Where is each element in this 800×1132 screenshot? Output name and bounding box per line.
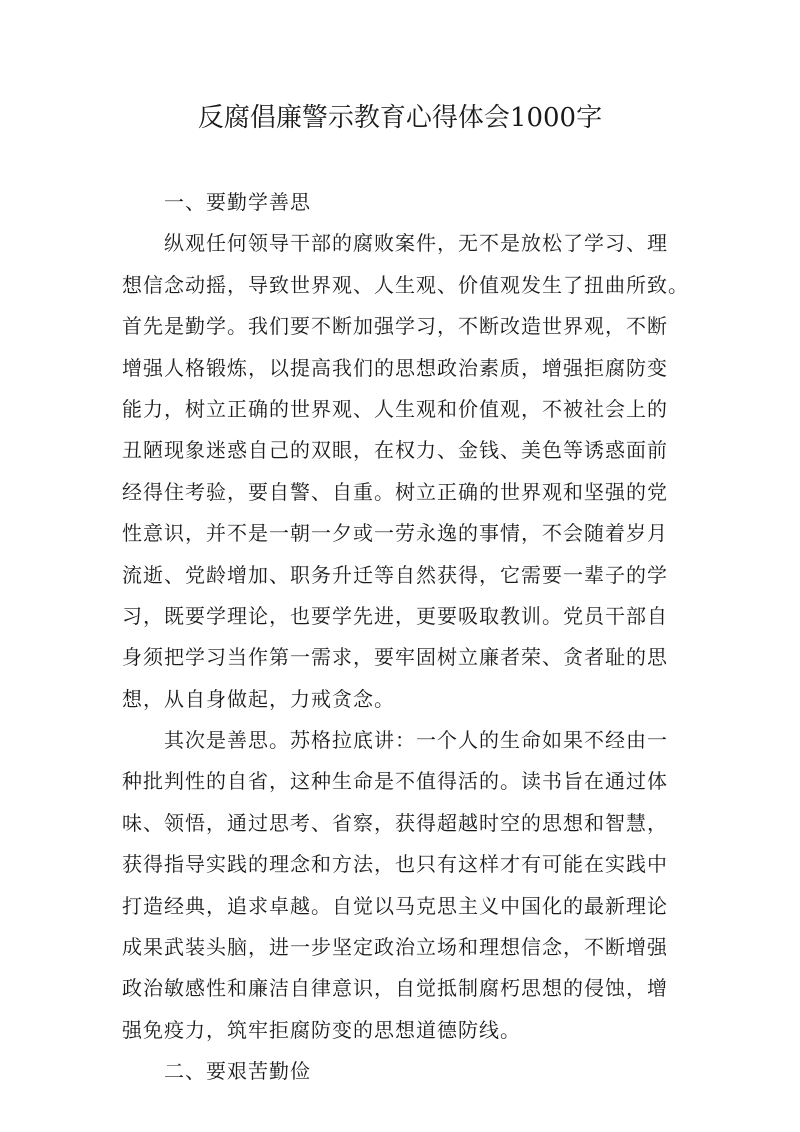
document-body	[122, 182, 688, 1093]
paragraph-line: 强免疫力，筑牢拒腐防变的思想道德防线。	[122, 1017, 521, 1042]
paragraph-line: 身须把学习当作第一需求，要牢固树立廉者荣、贪者耻的思	[122, 645, 668, 670]
paragraph-line: 想，从自身做起，力戒贪念。	[122, 686, 395, 711]
paragraph-line: 丑陋现象迷惑自己的双眼，在权力、金钱、美色等诱惑面前	[122, 438, 668, 463]
paragraph-line: 习，既要学理论，也要学先进，更要吸取教训。党员干部自	[122, 603, 668, 628]
paragraph-line: 其次是善思。苏格拉底讲：一个人的生命如果不经由一	[164, 728, 668, 753]
paragraph-line: 流逝、党龄增加、职务升迁等自然获得，它需要一辈子的学	[122, 562, 668, 587]
paragraph-line: 增强人格锻炼，以提高我们的思想政治素质，增强拒腐防变	[122, 355, 668, 380]
paragraph-line: 政治敏感性和廉洁自律意识，自觉抵制腐朽思想的侵蚀，增	[122, 976, 668, 1001]
paragraph-line: 获得指导实践的理念和方法，也只有这样才有可能在实践中	[122, 852, 668, 877]
paragraph-line: 性意识，并不是一朝一夕或一劳永逸的事情，不会随着岁月	[122, 521, 668, 546]
paragraph-line: 打造经典，追求卓越。自觉以马克思主义中国化的最新理论	[122, 893, 668, 918]
paragraph-line: 成果武装头脑，进一步坚定政治立场和理想信念，不断增强	[122, 935, 668, 960]
section-heading-2: 二、要艰苦勤俭	[164, 1059, 311, 1084]
paragraph-line: 首先是勤学。我们要不断加强学习，不断改造世界观，不断	[122, 314, 668, 339]
paragraph-line: 想信念动摇，导致世界观、人生观、价值观发生了扭曲所致。	[122, 272, 689, 297]
paragraph-line: 经得住考验，要自警、自重。树立正确的世界观和坚强的党	[122, 479, 668, 504]
paragraph-line: 能力，树立正确的世界观、人生观和价值观，不被社会上的	[122, 396, 668, 421]
paragraph-line: 味、领悟，通过思考、省察，获得超越时空的思想和智慧，	[122, 810, 668, 835]
paragraph-line: 种批判性的自省，这种生命是不值得活的。读书旨在通过体	[122, 769, 668, 794]
paragraph-line: 纵观任何领导干部的腐败案件，无不是放松了学习、理	[164, 231, 668, 256]
section-heading-1: 一、要勤学善思	[164, 190, 311, 214]
document-title: 反腐倡廉警示教育心得体会1000字	[197, 103, 603, 133]
